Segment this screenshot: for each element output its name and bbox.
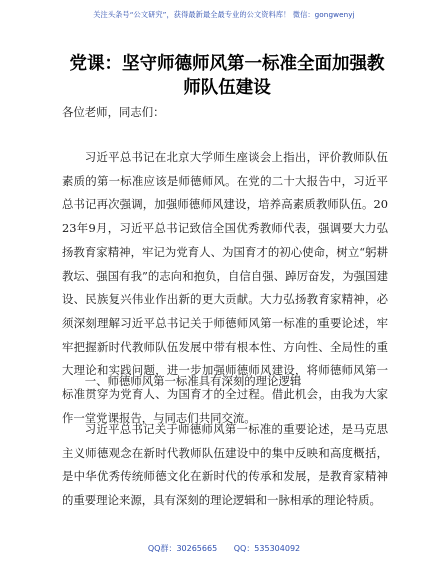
paragraph-section-1: 习近平总书记关于师德师风第一标准的重要论述，是马克思主义师德观念在新时代教师队伍建设中的集中反映和高度概括，是中华优秀传统师德文化在新时代的传承和发展，是教育家精神的重要理论来源，具有深刻的理论逻辑和一脉相承的理论特质。 bbox=[62, 422, 388, 508]
greeting: 各位老师，同志们： bbox=[62, 105, 165, 119]
header-promo-note: 关注头条号“公文研究”，获得最新最全最专业的公文资料库！ 微信：gongwenyj bbox=[93, 10, 355, 19]
footer-qq: QQ：535304092 bbox=[233, 544, 301, 553]
paragraph-intro: 习近平总书记在北京大学师生座谈会上指出，评价教师队伍素质的第一标准应该是师德师风。在党的二十大报告中，习近平总书记再次强调，加强师德师风建设，培养高素质教师队伍。2023年9月，习近平总书记致信全国优秀教师代表，强调要大力弘扬教育家精神，牢记为党育人、为国育才的初心使命，树立“躬耕教坛、强国有我”的志向和抱负，自信自强、踔厉奋发，为强国建设、民族复兴伟业作出新的更大贡献。大力弘扬教育家精神，必须深刻理解习近平总书记关于师德师风第一标准的重要论述，牢牢把握新时代教师队伍发展中带有根本性、方向性、全局性的重大理论和实践问题，进一步加强师德师风建设，将师德师风第一标准贯穿为党育人、为国育才的全过程。借此机会，由我为大家作一堂党课报告，与同志们共同交流。 bbox=[62, 150, 388, 425]
document-title: 党课：坚守师德师风第一标准全面加强教师队伍建设 bbox=[69, 54, 385, 98]
footer-qq-group: QQ群：30265665 bbox=[147, 544, 218, 553]
section-heading-1: 一、师德师风第一标准具有深刻的理论逻辑 bbox=[84, 374, 302, 388]
footer-contact bbox=[0, 543, 448, 554]
